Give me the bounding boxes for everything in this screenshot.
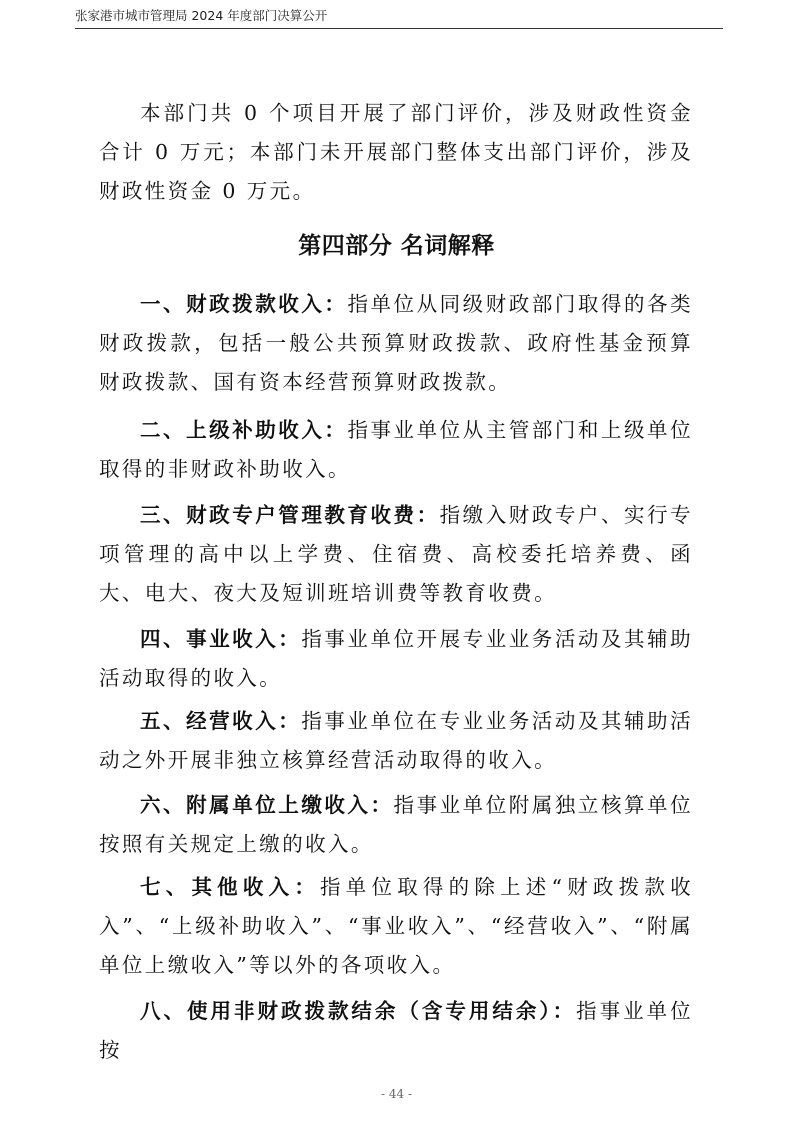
term-label: 三、财政专户管理教育收费： xyxy=(140,503,440,527)
term-definition: 指事业单位开展专业业务活动及其辅助活动取得的收入。 xyxy=(99,627,693,690)
term-entry-5 xyxy=(99,702,693,780)
term-definition: 指缴入财政专户、实行专项管理的高中以上学费、住宿费、高校委托培养费、函大、电大、夜大及短训班培训费等教育收费。 xyxy=(99,503,693,605)
header-divider xyxy=(75,28,723,29)
intro-paragraph: 本部门共 0 个项目开展了部门评价，涉及财政性资金合计 0 万元；本部门未开展部门整体支出部门评价，涉及财政性资金 0 万元。 xyxy=(99,101,693,203)
term-definition: 指单位取得的除上述“财政拨款收入”、“上级补助收入”、“事业收入”、“经营收入”、“附属单位上缴收入”等以外的各项收入。 xyxy=(99,875,693,977)
page-number: - 44 - xyxy=(380,1087,412,1101)
term-label: 五、经营收入： xyxy=(140,709,302,733)
term-entry-3 xyxy=(99,496,693,613)
term-definition: 指单位从同级财政部门取得的各类财政拨款，包括一般公共预算财政拨款、政府性基金预算财政拨款、国有资本经营预算财政拨款。 xyxy=(99,292,694,394)
section-title: 第四部分 名词解释 xyxy=(298,233,495,259)
page-header: 张家港市城市管理局 2024 年度部门决算公开 xyxy=(75,8,328,23)
term-label: 八、使用非财政拨款结余（含专用结余）： xyxy=(140,999,577,1023)
term-label: 一、财政拨款收入： xyxy=(140,292,348,316)
term-label: 六、附属单位上缴收入： xyxy=(140,793,394,817)
term-label: 四、事业收入： xyxy=(140,627,302,651)
term-entry-6 xyxy=(99,786,693,864)
term-definition: 指事业单位附属独立核算单位按照有关规定上缴的收入。 xyxy=(99,793,693,856)
term-label: 七、其他收入： xyxy=(140,875,321,899)
term-entry-1 xyxy=(99,285,693,402)
term-entry-4 xyxy=(99,620,693,698)
term-definition: 指事业单位在专业业务活动及其辅助活动之外开展非独立核算经营活动取得的收入。 xyxy=(99,709,693,772)
term-entry-7 xyxy=(99,868,693,985)
term-definition: 指事业单位按 xyxy=(99,999,693,1062)
term-entry-2 xyxy=(99,411,693,489)
term-label: 二、上级补助收入： xyxy=(140,418,348,442)
term-definition: 指事业单位从主管部门和上级单位取得的非财政补助收入。 xyxy=(99,418,694,481)
term-entry-8 xyxy=(99,992,693,1070)
